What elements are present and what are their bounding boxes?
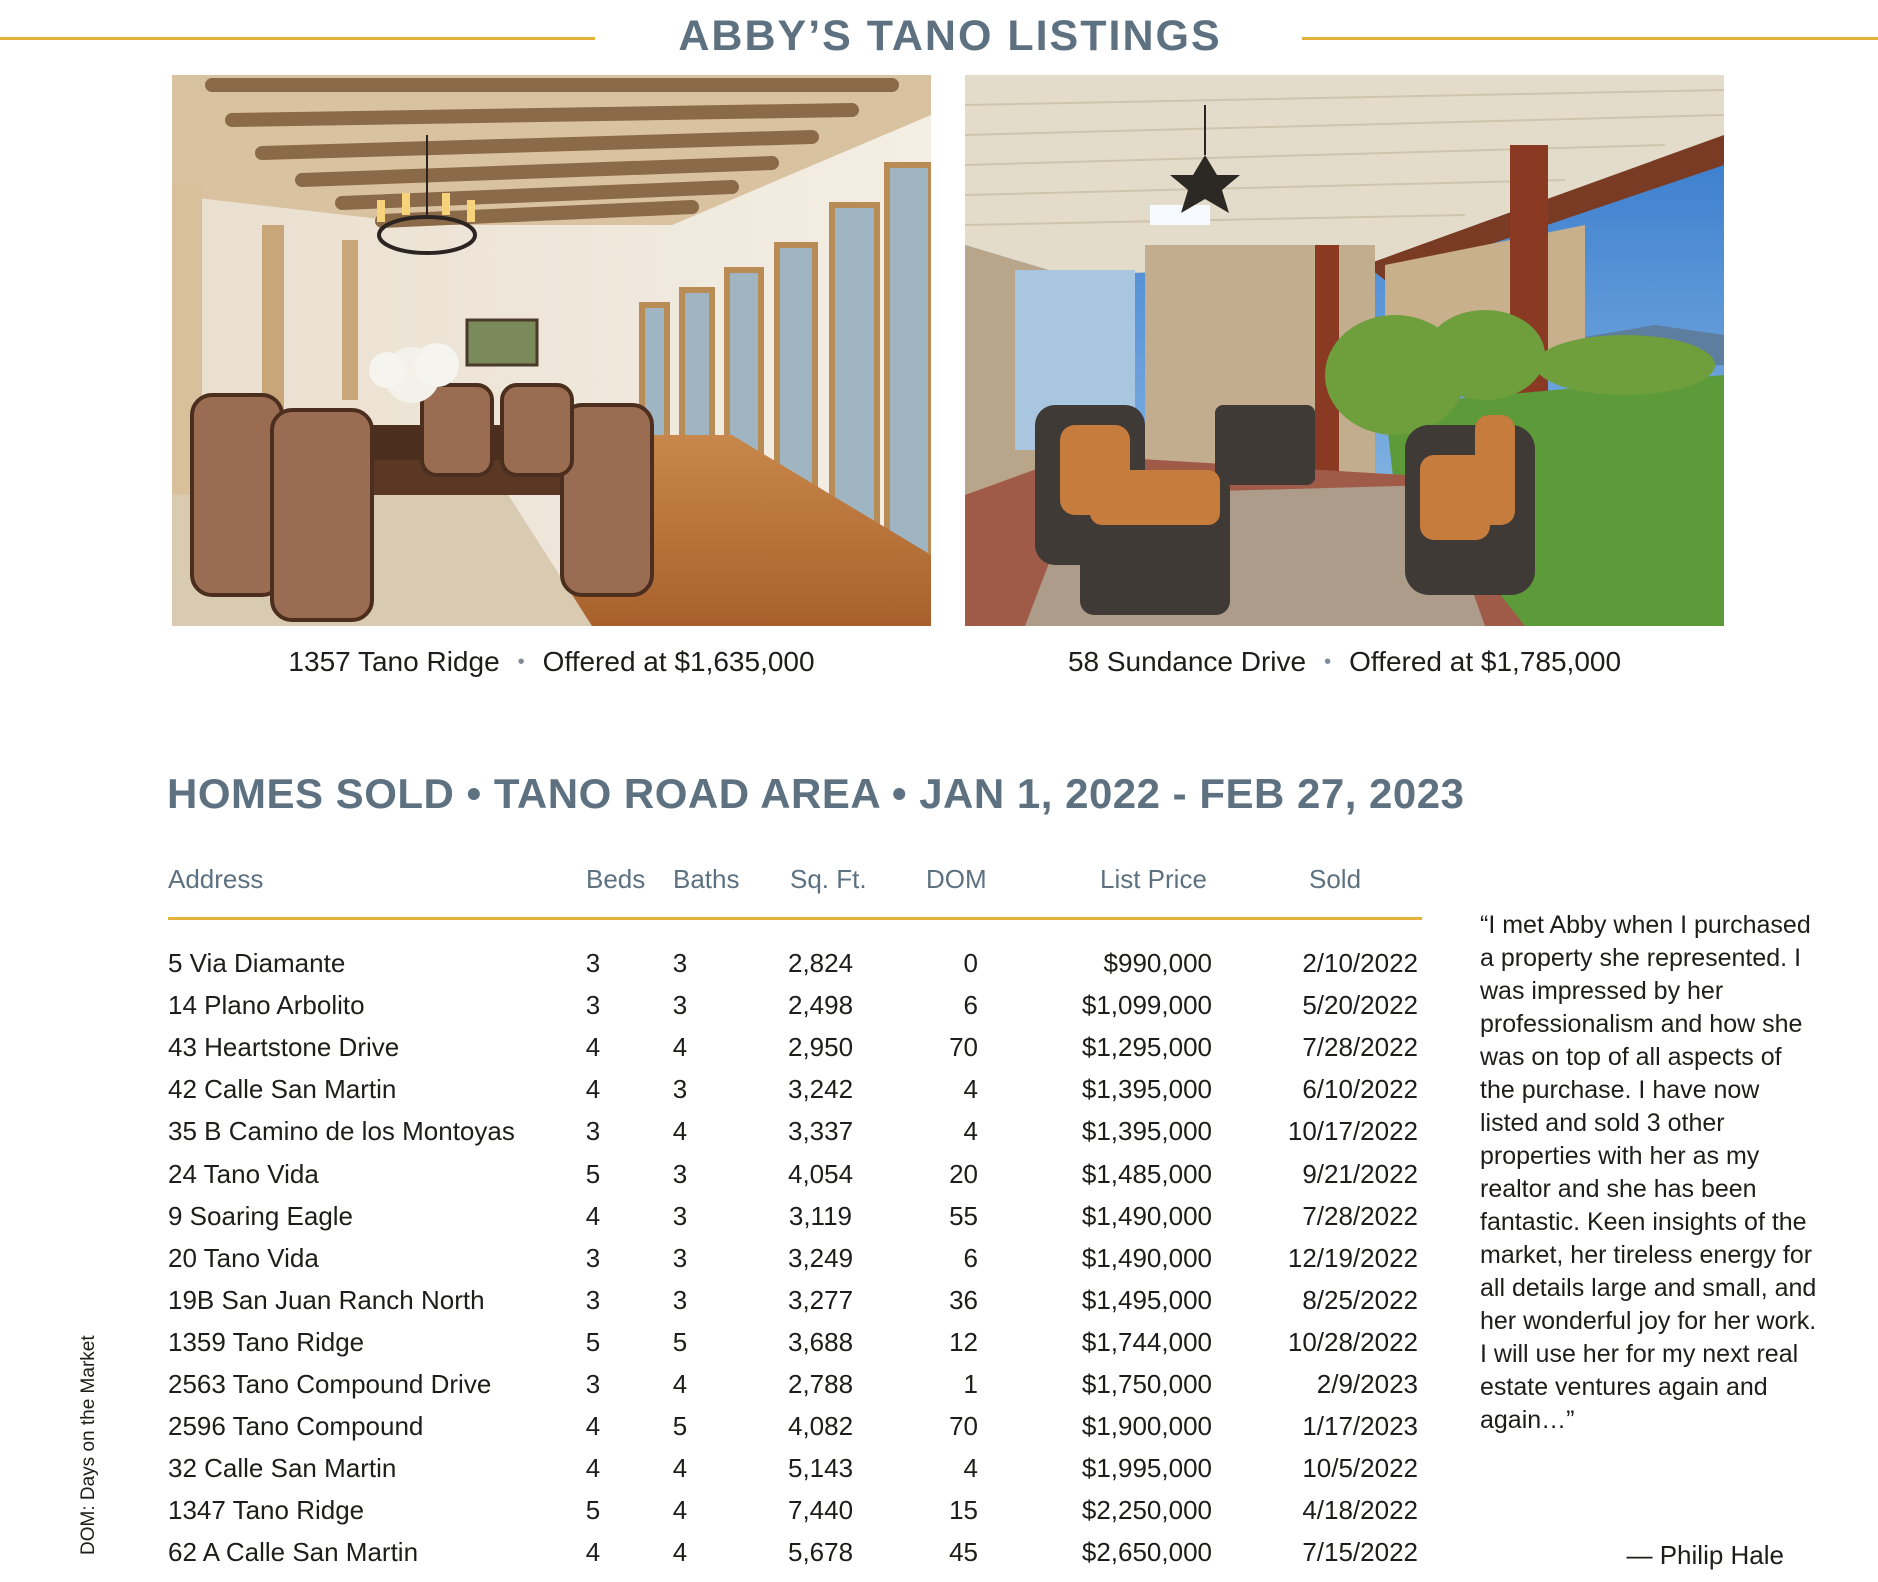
cell-dom: 12 [949, 1326, 978, 1357]
cell-baths: 5 [672, 1411, 688, 1442]
cell-list: $1,395,000 [1081, 1074, 1212, 1105]
cell-sqft: 5,143 [788, 1453, 854, 1484]
cell-address: 19B San Juan Ranch North [168, 1284, 485, 1315]
cell-beds: 4 [585, 1537, 601, 1568]
cell-baths: 4 [672, 1032, 688, 1063]
cell-address: 5 Via Diamante [168, 948, 346, 978]
cell-baths: 4 [672, 1116, 688, 1147]
cell-baths: 4 [672, 1537, 688, 1568]
cell-list: $2,250,000 [1081, 1495, 1212, 1526]
cell-address: 20 Tano Vida [168, 1242, 319, 1273]
cell-address: 43 Heartstone Drive [168, 1032, 400, 1063]
cell-address: 42 Calle San Martin [168, 1074, 397, 1105]
cell-beds: 4 [585, 1032, 601, 1063]
listing-photo-dining-room [172, 75, 931, 626]
cell-sold: 12/19/2022 [1287, 1242, 1418, 1273]
cell-list: $1,395,000 [1081, 1116, 1212, 1147]
listing-address: 58 Sundance Drive [1067, 646, 1307, 677]
table-row [0, 1537, 1450, 1579]
cell-dom: 20 [949, 1158, 978, 1189]
cell-dom: 55 [949, 1200, 978, 1231]
cell-dom: 70 [949, 1411, 978, 1442]
cell-list: $1,099,000 [1081, 990, 1212, 1021]
cell-sold: 7/28/2022 [1302, 1032, 1418, 1063]
bullet-separator: • [1324, 651, 1332, 673]
cell-sqft: 3,119 [788, 1200, 852, 1231]
table-row [0, 1327, 1450, 1369]
cell-baths: 4 [672, 1495, 688, 1526]
cell-sqft: 2,788 [788, 1369, 854, 1399]
page-title: ABBY’S TANO LISTINGS [678, 12, 1222, 60]
cell-list: $1,490,000 [1081, 1200, 1212, 1231]
cell-sold: 7/15/2022 [1302, 1537, 1418, 1568]
cell-sold: 2/9/2023 [1316, 1369, 1418, 1399]
cell-baths: 3 [672, 1200, 688, 1231]
cell-beds: 3 [585, 1116, 601, 1147]
cell-address: 14 Plano Arbolito [168, 990, 365, 1021]
cell-baths: 3 [672, 1158, 688, 1189]
cell-dom: 6 [963, 1242, 978, 1273]
cell-sold: 7/28/2022 [1302, 1200, 1418, 1231]
cell-sold: 10/17/2022 [1287, 1116, 1418, 1147]
header-rule-right [1302, 37, 1878, 40]
cell-dom: 4 [963, 1116, 978, 1147]
table-row [0, 1495, 1450, 1537]
table-row [0, 1159, 1450, 1201]
cell-sold: 10/5/2022 [1302, 1453, 1418, 1484]
testimonial-author: — Philip Hale [1626, 1540, 1784, 1570]
cell-address: 2563 Tano Compound Drive [168, 1369, 492, 1399]
cell-dom: 1 [963, 1369, 978, 1399]
table-row [0, 1116, 1450, 1158]
cell-beds: 4 [585, 1200, 601, 1231]
cell-sold: 10/28/2022 [1287, 1326, 1418, 1357]
cell-dom: 0 [963, 948, 978, 978]
section-title: HOMES SOLD • TANO ROAD AREA • JAN 1, 2022 - FEB 27, 2023 [167, 770, 1465, 817]
cell-address: 2596 Tano Compound [168, 1411, 424, 1442]
cell-list: $1,995,000 [1081, 1453, 1212, 1484]
table-row [0, 1285, 1450, 1327]
cell-list: $990,000 [1103, 948, 1212, 978]
cell-baths: 4 [672, 1453, 688, 1484]
cell-baths: 3 [672, 1242, 688, 1273]
listing-price: Offered at $1,635,000 [542, 646, 815, 677]
col-header-address: Address [168, 864, 264, 894]
cell-address: 32 Calle San Martin [168, 1453, 397, 1484]
cell-sqft: 3,249 [788, 1242, 854, 1273]
cell-dom: 4 [963, 1453, 978, 1484]
cell-baths: 5 [672, 1326, 688, 1357]
cell-dom: 45 [949, 1537, 978, 1568]
table-row [0, 1369, 1450, 1411]
col-header-sold: Sold [1309, 864, 1362, 894]
cell-sqft: 3,277 [788, 1284, 854, 1315]
cell-sqft: 3,337 [788, 1116, 854, 1147]
listing-address: 1357 Tano Ridge [288, 646, 500, 677]
col-header-sqft: Sq. Ft. [790, 864, 867, 894]
cell-list: $2,650,000 [1081, 1537, 1212, 1568]
col-header-list-price: List Price [1100, 864, 1207, 894]
cell-address: 35 B Camino de los Montoyas [168, 1116, 515, 1147]
col-header-baths: Baths [673, 864, 740, 894]
table-row [0, 948, 1450, 990]
dom-footnote: DOM: Days on the Market [78, 1335, 99, 1555]
cell-beds: 3 [585, 948, 601, 978]
cell-sold: 6/10/2022 [1302, 1074, 1418, 1105]
cell-sqft: 7,440 [788, 1495, 854, 1526]
cell-baths: 3 [672, 1074, 688, 1105]
table-row [0, 1243, 1450, 1285]
cell-sold: 4/18/2022 [1302, 1495, 1418, 1526]
cell-dom: 36 [949, 1284, 978, 1315]
table-row [0, 1074, 1450, 1116]
cell-sqft: 4,054 [788, 1158, 854, 1189]
cell-beds: 4 [585, 1453, 601, 1484]
cell-list: $1,485,000 [1081, 1158, 1212, 1189]
table-row [0, 1201, 1450, 1243]
cell-beds: 5 [585, 1326, 601, 1357]
cell-beds: 5 [585, 1158, 601, 1189]
table-row [0, 1453, 1450, 1495]
cell-address: 9 Soaring Eagle [168, 1200, 354, 1231]
cell-sqft: 2,950 [788, 1032, 854, 1063]
cell-list: $1,495,000 [1081, 1284, 1212, 1315]
listing-photo-patio [965, 75, 1724, 626]
cell-sold: 1/17/2023 [1302, 1411, 1418, 1442]
cell-beds: 3 [585, 1369, 601, 1399]
cell-beds: 4 [585, 1074, 601, 1105]
cell-beds: 3 [585, 1242, 601, 1273]
cell-address: 62 A Calle San Martin [168, 1537, 419, 1568]
header-rule-left [0, 37, 595, 40]
cell-sqft: 2,498 [788, 990, 854, 1021]
table-row [0, 1032, 1450, 1074]
cell-beds: 4 [585, 1411, 601, 1442]
cell-sold: 9/21/2022 [1302, 1158, 1418, 1189]
cell-beds: 3 [585, 990, 601, 1021]
testimonial-quote: “I met Abby when I purchased a property she represented. I was impressed by her professionalism and how she was on top of all aspects of the purchase. I have now listed and sold 3 other properties with her as my realtor and she has been fantastic. Keen insights of the market, her tireless energy for all details large and small, and her wonderful joy for her work. I will use her for my next real estate ventures again and again…” [1480, 911, 1817, 1434]
col-header-beds: Beds [586, 864, 646, 894]
cell-address: 1347 Tano Ridge [168, 1495, 365, 1526]
bullet-separator: • [517, 651, 525, 673]
cell-dom: 15 [949, 1495, 978, 1526]
table-row [0, 990, 1450, 1032]
cell-list: $1,900,000 [1081, 1411, 1212, 1442]
table-header-rule [168, 917, 1422, 920]
cell-address: 24 Tano Vida [168, 1158, 319, 1189]
cell-sqft: 3,688 [788, 1326, 854, 1357]
cell-beds: 5 [585, 1495, 601, 1526]
cell-list: $1,295,000 [1081, 1032, 1212, 1063]
cell-sold: 5/20/2022 [1302, 990, 1418, 1021]
cell-address: 1359 Tano Ridge [168, 1326, 365, 1357]
cell-sold: 8/25/2022 [1302, 1284, 1418, 1315]
cell-sqft: 3,242 [788, 1074, 854, 1105]
cell-sqft: 4,082 [788, 1411, 854, 1442]
cell-baths: 4 [672, 1369, 688, 1399]
col-header-dom: DOM [926, 864, 987, 894]
table-row [0, 1411, 1450, 1453]
cell-baths: 3 [672, 948, 688, 978]
cell-dom: 4 [963, 1074, 978, 1105]
cell-list: $1,750,000 [1081, 1369, 1212, 1399]
cell-list: $1,744,000 [1081, 1326, 1212, 1357]
cell-sqft: 5,678 [788, 1537, 854, 1568]
listing-price: Offered at $1,785,000 [1349, 646, 1622, 677]
cell-sold: 2/10/2022 [1302, 948, 1418, 978]
cell-baths: 3 [672, 990, 688, 1021]
cell-baths: 3 [672, 1284, 688, 1315]
listing-caption-2 [965, 646, 1724, 678]
cell-list: $1,490,000 [1081, 1242, 1212, 1273]
cell-dom: 6 [963, 990, 978, 1021]
cell-sqft: 2,824 [788, 948, 854, 978]
listing-caption-1 [172, 646, 931, 678]
cell-beds: 3 [585, 1284, 601, 1315]
cell-dom: 70 [949, 1032, 978, 1063]
